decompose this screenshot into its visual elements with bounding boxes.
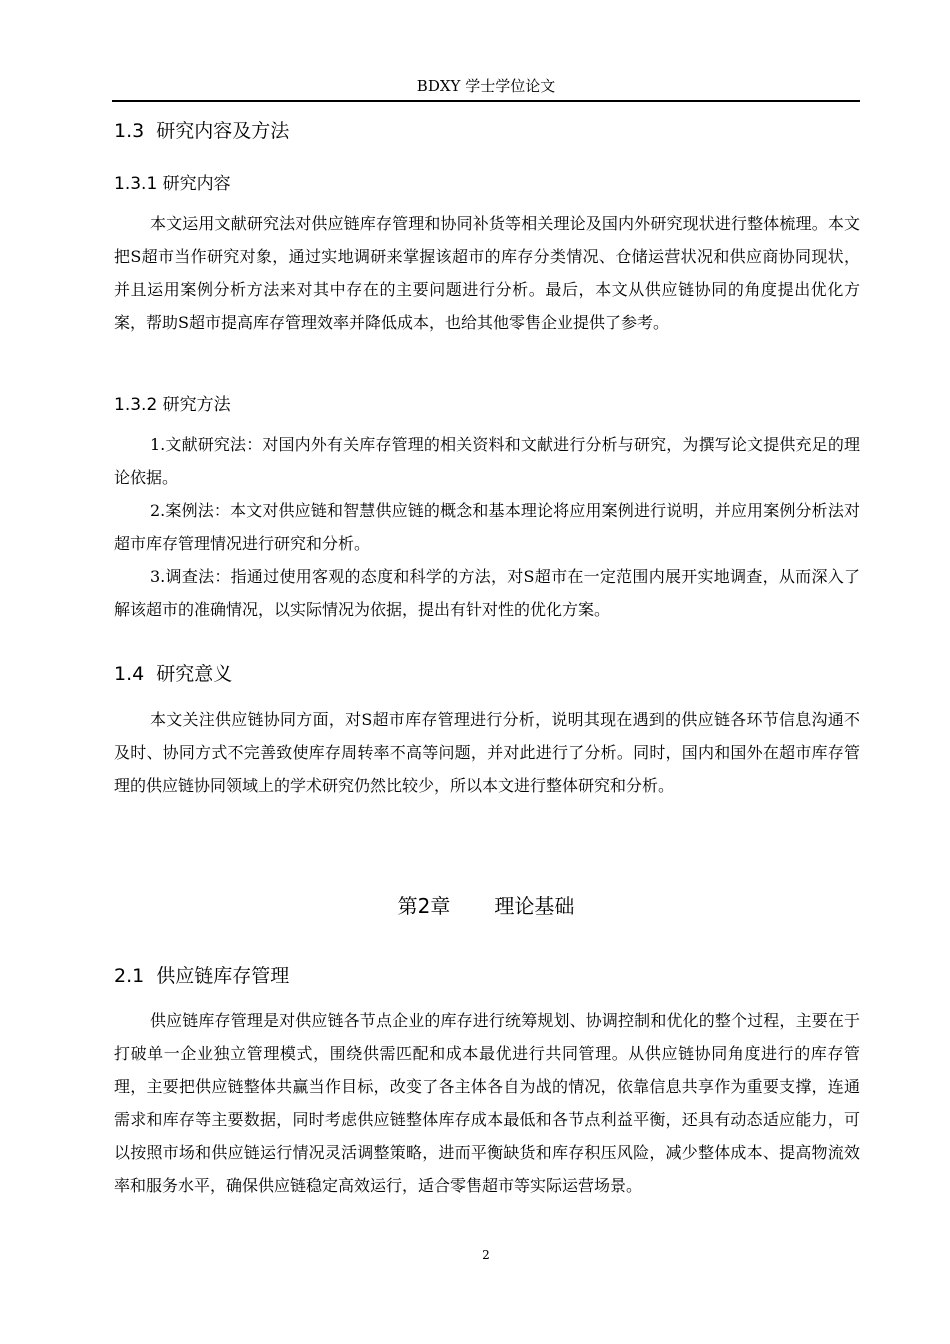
- paragraph-supply-chain-inventory: 供应链库存管理是对供应链各节点企业的库存进行统筹规划、协调控制和优化的整个过程，主要在于打破单一企业独立管理模式，围绕供需匹配和成本最优进行共同管理。从供应链协同角度进行的库存管理，主要把供应链整体共赢当作目标，改变了各主体各自为战的情况，依靠信息共享作为重要支撑，连通需求和库存等主要数据，同时考虑供应链整体库存成本最低和各节点利益平衡，还具有动态适应能力，可以按照市场和供应链运行情况灵活调整策略，进而平衡缺货和库存积压风险，减少整体成本、提高物流效率和服务水平，确保供应链稳定高效运行，适合零售超市等实际运营场景。: [114, 1011, 860, 1195]
- section-heading-1-4: 1.4 研究意义: [114, 663, 233, 685]
- subsection-heading-1-3-2: 1.3.2 研究方法: [114, 395, 231, 415]
- method-item-literature: 1.文献研究法：对国内外有关库存管理的相关资料和文献进行分析与研究，为撰写论文提供充足的理论依据。: [114, 435, 860, 487]
- chapter-heading: [112, 893, 860, 919]
- method-item-survey: 3.调查法：指通过使用客观的态度和科学的方法，对S超市在一定范围内展开实地调查，从而深入了解该超市的准确情况，以实际情况为依据，提出有针对性的优化方案。: [114, 567, 860, 619]
- chapter-number: 第2章: [397, 894, 451, 918]
- section-heading-2-1: 2.1 供应链库存管理: [114, 965, 290, 987]
- paragraph-research-content: 本文运用文献研究法对供应链库存管理和协同补货等相关理论及国内外研究现状进行整体梳理。本文把S超市当作研究对象，通过实地调研来掌握该超市的库存分类情况、仓储运营状况和供应商协同现状，并且运用案例分析方法来对其中存在的主要问题进行分析。最后，本文从供应链协同的角度提出优化方案，帮助S超市提高库存管理效率并降低成本，也给其他零售企业提供了参考。: [114, 214, 860, 332]
- chapter-title: 理论基础: [494, 894, 575, 918]
- method-item-case-study: 2.案例法：本文对供应链和智慧供应链的概念和基本理论将应用案例进行说明，并应用案例分析法对超市库存管理情况进行研究和分析。: [114, 501, 860, 553]
- section-heading-1-3: 1.3 研究内容及方法: [114, 120, 290, 142]
- subsection-heading-1-3-1: 1.3.1 研究内容: [114, 174, 231, 194]
- header-rule: [112, 100, 860, 102]
- page-number: 2: [482, 1248, 490, 1262]
- running-header: BDXY 学士学位论文: [416, 77, 556, 95]
- paragraph-research-significance: 本文关注供应链协同方面，对S超市库存管理进行分析，说明其现在遇到的供应链各环节信息沟通不及时、协同方式不完善致使库存周转率不高等问题，并对此进行了分析。同时，国内和国外在超市库存管理的供应链协同领域上的学术研究仍然比较少，所以本文进行整体研究和分析。: [114, 710, 860, 795]
